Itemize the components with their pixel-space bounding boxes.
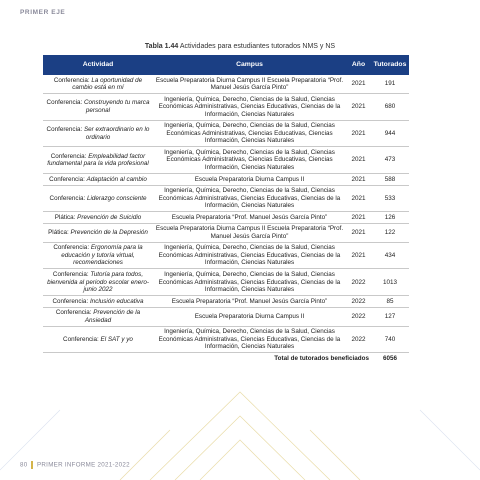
footer-separator [31,461,33,469]
table-row [43,242,409,269]
activity-title: Tutoría para todos, bienvenida al periodo escolar enero-junio 2022 [47,270,149,294]
campus-cell: Ingeniería, Química, Derecho, Ciencias de la Salud, Ciencias Económicas Administrativas, Ciencias Educativas, Ciencias Información, Ciencias Naturales [153,120,346,147]
activity-cell [43,296,153,308]
table-row [43,307,409,326]
activity-cell [43,242,153,269]
table-row [43,174,409,186]
activity-cell [43,94,153,121]
activity-title: Construyendo tu marca personal [84,99,150,114]
activity-cell [43,75,153,94]
activity-type: Conferencia: [50,152,89,160]
count-cell: 473 [371,147,409,174]
activity-title: Ser extraordinario en lo ordinario [83,126,150,141]
activity-title: Prevención de la Depresión [70,229,148,237]
page-footer [20,461,130,469]
campus-cell: Ingeniería, Química, Derecho, Ciencias de la Salud, Ciencias Económicas Administrativas, Ciencias Educativas, Ciencias de la Información, Ciencias Naturales [153,94,346,121]
count-cell: 740 [371,326,409,353]
table-row [43,185,409,212]
table-row [43,147,409,174]
count-cell: 85 [371,296,409,308]
activity-type: Conferencia: [53,76,92,84]
column-header-activity: Actividad [43,55,153,75]
activity-cell [43,269,153,296]
activity-cell [43,147,153,174]
campus-cell: Escuela Preparatoria Diurna Campus II Escuela Preparatoria “Prof. Manuel Jesús García Pinto” [153,75,346,94]
campus-cell: Ingeniería, Química, Derecho, Ciencias de la Salud, Ciencias Económicas Administrativas, Ciencias Educativas, Ciencias de la Información, Ciencias Naturales [153,269,346,296]
count-cell: 588 [371,174,409,186]
total-value: 6056 [382,355,397,363]
year-cell: 2021 [346,185,371,212]
table-row [43,212,409,224]
year-cell: 2021 [346,212,371,224]
campus-cell: Ingeniería, Química, Derecho, Ciencias de la Salud, Ciencias Económicas Administrativas, Ciencias Educativas, Ciencias de la Información, Ciencias Naturales [153,185,346,212]
total-label: Total de tutorados beneficiados [274,355,369,363]
table-row [43,75,409,94]
campus-cell: Escuela Preparatoria Diurna Campus II Escuela Preparatoria “Prof. Manuel Jesús García Pinto” [153,223,346,242]
year-cell: 2021 [346,120,371,147]
table-caption [0,43,480,50]
campus-cell: Escuela Preparatoria Diurna Campus II [153,174,346,186]
activity-cell [43,326,153,353]
activity-title: Liderazgo consciente [86,194,147,202]
activity-type: Conferencia: [55,309,94,317]
count-cell: 126 [371,212,409,224]
count-cell: 122 [371,223,409,242]
activity-title: El SAT y yo [100,335,133,343]
count-cell: 191 [371,75,409,94]
year-cell: 2021 [346,75,371,94]
activity-cell [43,120,153,147]
activity-cell [43,185,153,212]
column-header-campus: Campus [153,55,346,75]
activity-type: Conferencia: [52,270,91,278]
activity-type: Conferencia: [46,99,84,107]
activity-type: Plática: [48,229,71,237]
table-body [43,75,409,364]
section-header: PRIMER EJE [20,9,66,16]
activity-cell [43,174,153,186]
year-cell: 2022 [346,269,371,296]
table-header-row [43,55,409,75]
table-row [43,296,409,308]
column-header-count: Tutorados [371,55,409,75]
activities-table [43,55,409,364]
count-cell: 680 [371,94,409,121]
activity-type: Conferencia: [49,194,87,202]
table-row [43,223,409,242]
activity-type: Conferencia: [46,126,84,133]
activity-title: Adaptación al cambio [86,175,147,183]
year-cell: 2022 [346,326,371,353]
campus-cell: Ingeniería, Química, Derecho, Ciencias de la Salud, Ciencias Económicas Administrativas, Ciencias Educativas, Ciencias Información, Ciencias Naturales [153,147,346,174]
activity-title: Ergonomía para la educación y tutoría virtual, recomendaciones [61,244,143,267]
year-cell: 2022 [346,307,371,326]
activity-title: Inclusión educativa [89,297,144,305]
total-spacer [43,353,153,365]
activity-type: Conferencia: [63,335,101,343]
campus-cell: Ingeniería, Química, Derecho, Ciencias de la Salud, Ciencias Económicas Administrativas, Ciencias Educativas, Ciencias de la Información, Ciencias Naturales [153,326,346,353]
year-cell: 2021 [346,147,371,174]
activity-title: Empleabilidad factor fundamental para la vida profesional [47,152,149,168]
year-cell: 2022 [346,296,371,308]
caption-text: Actividades para estudiantes tutorados NMS y NS [179,43,336,50]
year-cell: 2021 [346,223,371,242]
year-cell: 2021 [346,94,371,121]
report-title: PRIMER INFORME 2021-2022 [36,461,130,469]
campus-cell: Escuela Preparatoria “Prof. Manuel Jesús García Pinto” [153,212,346,224]
campus-cell: Ingeniería, Química, Derecho, Ciencias de la Salud, Ciencias Económicas Administrativas, Ciencias Educativas, Ciencias de la Información, Ciencias Naturales [153,242,346,269]
table-row [43,326,409,353]
activity-cell [43,212,153,224]
activity-type: Conferencia: [52,297,90,305]
activity-title: Prevención de Suicidio [77,213,142,221]
total-row [43,353,409,365]
activity-cell [43,223,153,242]
campus-cell: Escuela Preparatoria Diurna Campus II [153,307,346,326]
year-cell: 2021 [346,242,371,269]
count-cell: 127 [371,307,409,326]
page-number: 80 [20,461,28,469]
column-header-year: Año [346,55,371,75]
activity-type: Conferencia: [49,175,87,183]
activity-title: La oportunidad de cambio está en mí [72,76,143,92]
activity-type: Conferencia: [53,244,91,252]
year-cell: 2021 [346,174,371,186]
count-cell: 434 [371,242,409,269]
count-cell: 1013 [371,269,409,296]
count-cell: 944 [371,120,409,147]
count-cell: 533 [371,185,409,212]
activity-type: Plática: [54,213,78,221]
activity-cell [43,307,153,326]
table-row [43,120,409,147]
campus-cell: Escuela Preparatoria “Prof. Manuel Jesús García Pinto” [153,296,346,308]
caption-label: Tabla 1.44 [144,43,179,50]
table-row [43,94,409,121]
table-row [43,269,409,296]
activity-title: Prevención de la Ansiedad [84,309,141,324]
